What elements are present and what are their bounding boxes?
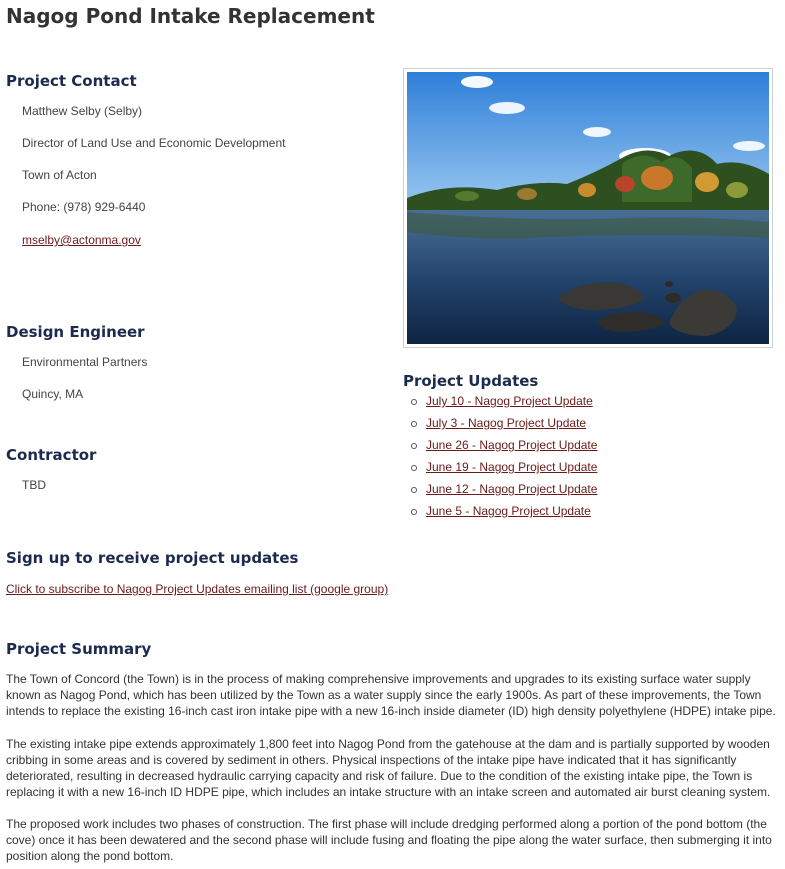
list-item [408, 502, 597, 524]
project-updates-list [408, 392, 597, 524]
update-link-june-19[interactable]: June 19 - Nagog Project Update [426, 460, 598, 474]
pond-photo [403, 68, 773, 348]
contact-phone: Phone: (978) 929-6440 [22, 200, 146, 214]
list-item [408, 480, 597, 502]
summary-paragraph-3: The proposed work includes two phases of construction. The first phase will include dredging performed along a portion of the pond bottom (the cove) once it has been dewatered and the second phase will include fusing and floating the pipe along the water surface, then submerging it into position along the pond bottom. [6, 817, 772, 863]
contractor-name: TBD [22, 478, 46, 492]
contact-org: Town of Acton [22, 168, 97, 182]
contact-name: Matthew Selby (Selby) [22, 104, 143, 118]
summary-paragraph-2: The existing intake pipe extends approximately 1,800 feet into Nagog Pond from the gatehouse at the dam and is partially supported by wooden cribbing in some areas and is covered by sediment in others. Physical inspections of the intake pipe have indicated that it has significantly deteriorated, resulting in decreased hydraulic carrying capacity and risk of failure. Due to the condition of the existing intake pipe, the Town is replacing it with a new 16-inch ID HDPE pipe, which includes an intake structure with an intake screen and automated air burst cleaning system. [6, 737, 771, 799]
project-contact-heading: Project Contact [6, 72, 137, 90]
update-link-july-3[interactable]: July 3 - Nagog Project Update [426, 416, 587, 430]
list-item [408, 458, 597, 480]
subscribe-link[interactable]: Click to subscribe to Nagog Project Updates emailing list (google group) [6, 582, 389, 596]
contact-role: Director of Land Use and Economic Development [22, 136, 286, 150]
signup-heading: Sign up to receive project updates [6, 549, 299, 567]
project-updates-heading: Project Updates [403, 372, 539, 390]
list-item [408, 436, 597, 458]
list-item [408, 392, 597, 414]
update-link-june-5[interactable]: June 5 - Nagog Project Update [426, 504, 591, 518]
pond-photo-image [407, 72, 769, 344]
update-link-july-10[interactable]: July 10 - Nagog Project Update [426, 394, 593, 408]
update-link-june-12[interactable]: June 12 - Nagog Project Update [426, 482, 598, 496]
list-item [408, 414, 597, 436]
project-summary-heading: Project Summary [6, 640, 152, 658]
contact-email-link[interactable]: mselby@actonma.gov [22, 233, 141, 247]
design-engineer-name: Environmental Partners [22, 355, 148, 369]
design-engineer-location: Quincy, MA [22, 387, 84, 401]
contractor-heading: Contractor [6, 446, 97, 464]
design-engineer-heading: Design Engineer [6, 323, 145, 341]
summary-paragraph-1: The Town of Concord (the Town) is in the process of making comprehensive improvements and upgrades to its existing surface water supply known as Nagog Pond, which has been utilized by the Town as a water supply since the early 1900s. As part of these improvements, the Town intends to replace the existing 16-inch cast iron intake pipe with a new 16-inch inside diameter (ID) high density polyethylene (HDPE) intake pipe. [6, 672, 776, 718]
page-title: Nagog Pond Intake Replacement [6, 4, 375, 28]
update-link-june-26[interactable]: June 26 - Nagog Project Update [426, 438, 598, 452]
